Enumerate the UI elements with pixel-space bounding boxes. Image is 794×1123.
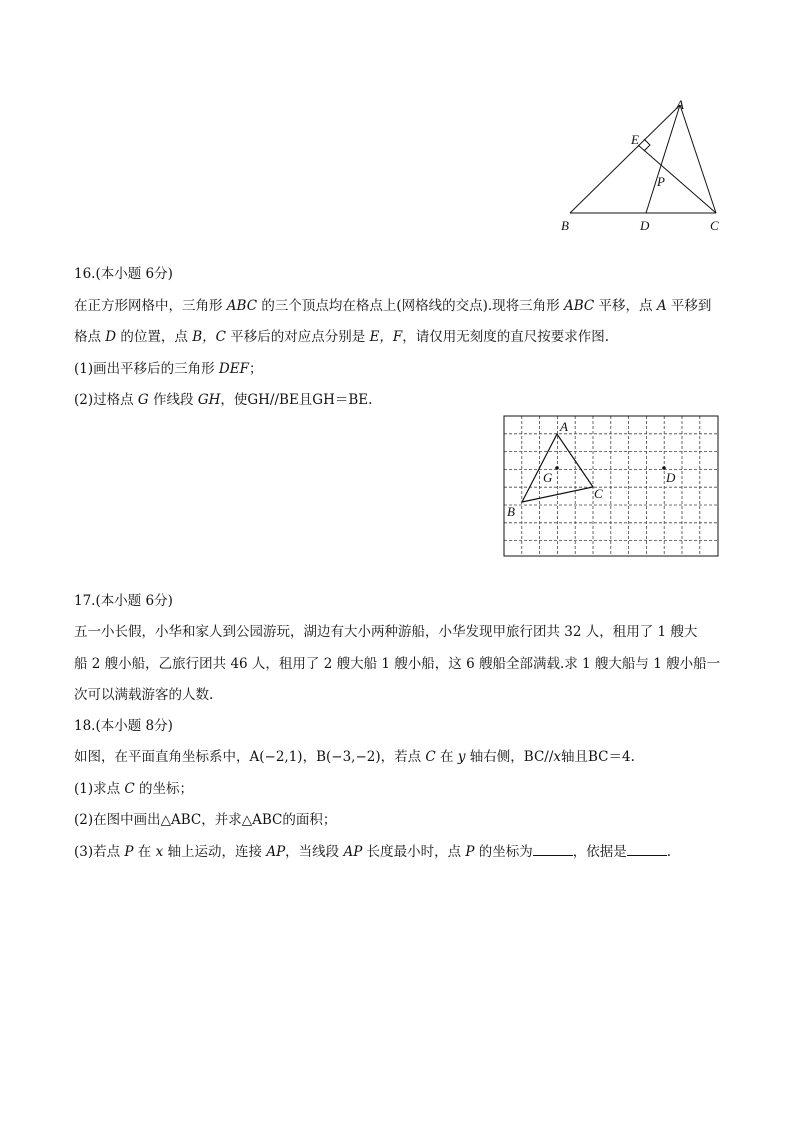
q17-text-line1: 五一小长假，小华和家人到公园游玩，湖边有大小两种游船，小华发现甲旅行团共 32 人，租用了 1 艘大 <box>74 624 698 640</box>
grid-label-B: B <box>507 504 515 519</box>
q16-text-line1: 在正方形网格中，三角形 ABC 的三个顶点均在格点上(网格线的交点).现将三角形 ABC 平移，点 A 平移到 <box>74 298 712 314</box>
q18-text-line1: 如图，在平面直角坐标系中，A(−2,1)，B(−3,−2)，若点 C 在 y 轴右侧，BC//x轴且BC＝4. <box>74 749 635 765</box>
q18-part2: (2)在图中画出△ABC，并求△ABC的面积； <box>74 812 337 828</box>
q18-header: 18.(本小题 8分) <box>74 718 173 734</box>
grid-label-D: D <box>666 470 676 485</box>
right-angle-mark <box>644 139 650 151</box>
q18-part3: (3)若点 P 在 x 轴上运动，连接 AP，当线段 AP 长度最小时，点 P 的坐标为 ，依据是 . <box>74 844 672 860</box>
grid-label-G: G <box>543 470 553 485</box>
answer-blank-coordinate[interactable] <box>533 843 573 856</box>
q17-text-line3: 次可以满载游客的人数. <box>74 687 214 703</box>
label-C: C <box>710 218 719 233</box>
label-P: P <box>657 174 665 189</box>
q16-header: 16.(本小题 6分) <box>74 266 173 282</box>
q16-part1: (1)画出平移后的三角形 DEF； <box>74 361 263 377</box>
q16-part2: (2)过格点 G 作线段 GH，使GH//BE且GH＝BE. <box>74 392 373 408</box>
q16-text-line2: 格点 D 的位置，点 B，C 平移后的对应点分别是 E，F，请仅用无刻度的直尺按要求作图. <box>74 329 610 345</box>
q18-part1: (1)求点 C 的坐标； <box>74 781 194 797</box>
grid-label-C: C <box>594 486 603 501</box>
label-E: E <box>631 132 639 147</box>
grid-figure <box>500 412 722 560</box>
q17-header: 17.(本小题 6分) <box>74 593 173 609</box>
q17-text-line2: 船 2 艘小船，乙旅行团共 46 人，租用了 2 艘大船 1 艘小船，这 6 艘船全部满载.求 1 艘大船与 1 艘小船一 <box>74 656 721 672</box>
grid-label-A: A <box>560 419 568 434</box>
label-A: A <box>676 97 684 112</box>
point-G <box>555 466 559 470</box>
label-B: B <box>561 218 569 233</box>
answer-blank-reason[interactable] <box>627 843 667 856</box>
triangle-figure <box>555 95 735 240</box>
label-D: D <box>640 218 650 233</box>
